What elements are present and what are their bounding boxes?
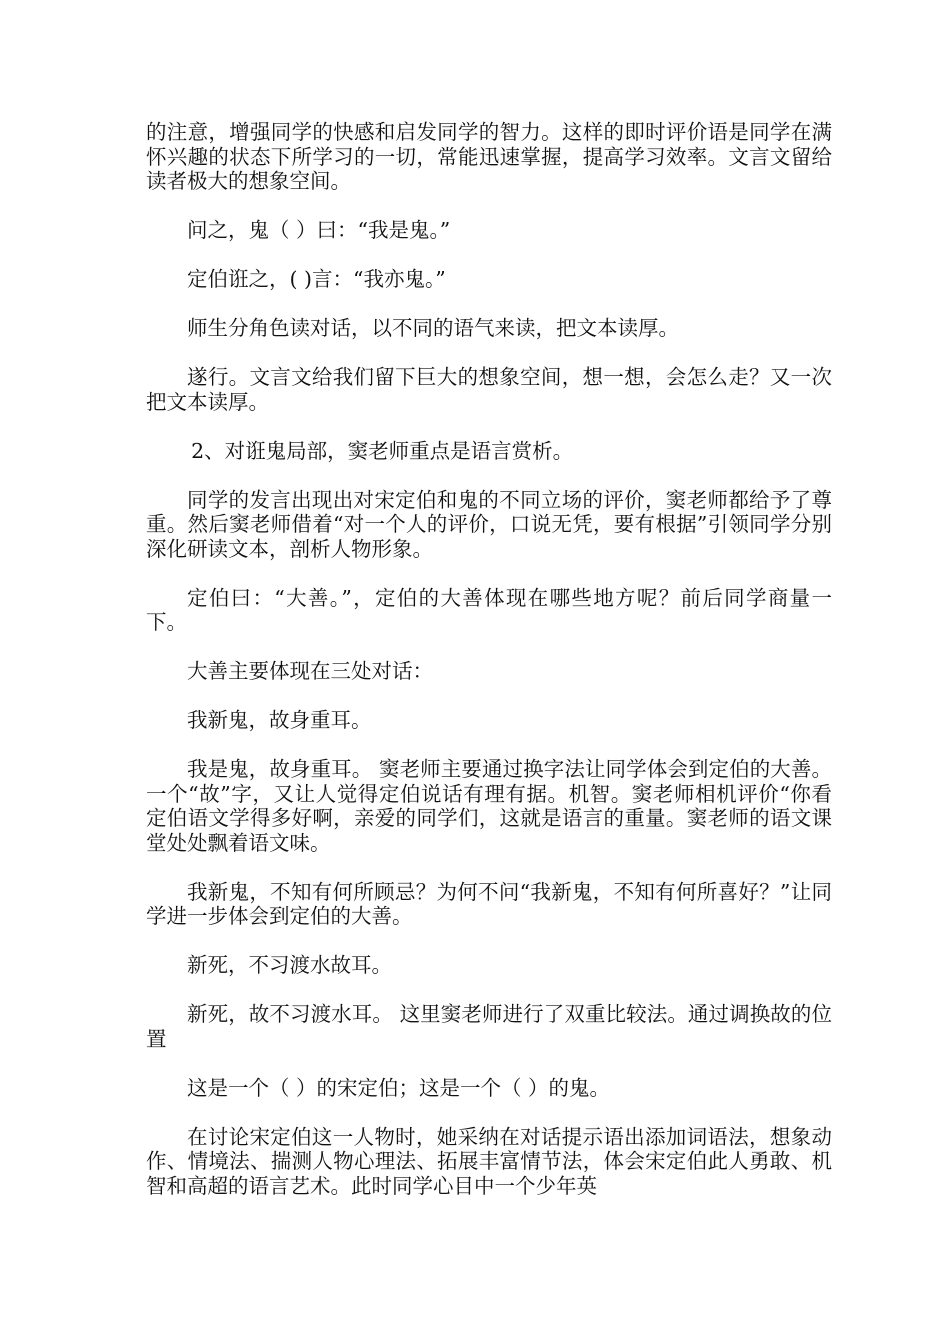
paragraph-14: 新死，故不习渡水耳。 这里窦老师进行了双重比较法。通过调换故的位置 — [146, 1002, 832, 1051]
paragraph-12: 我新鬼，不知有何所顾忌？为何不问“我新鬼，不知有何所喜好？”让同学进一步体会到定伯的大善。 — [146, 879, 832, 928]
paragraph-5: 遂行。文言文给我们留下巨大的想象空间，想一想，会怎么走？又一次把文本读厚。 — [146, 365, 832, 414]
paragraph-7: 同学的发言出现出对宋定伯和鬼的不同立场的评价，窦老师都给予了尊重。然后窦老师借着“对一个人的评价，口说无凭，要有根据”引领同学分别深化研读文本，剖析人物形象。 — [146, 487, 832, 561]
paragraph-11: 我是鬼，故身重耳。 窦老师主要通过换字法让同学体会到定伯的大善。一个“故”字，又让人觉得定伯说话有理有据。机智。窦老师相机评价“你看定伯语文学得多好啊，亲爱的同学们，这就是语言的重量。窦老师的语文课堂处处飘着语文味。 — [146, 757, 832, 855]
document-page — [146, 120, 832, 1223]
paragraph-10: 我新鬼，故身重耳。 — [187, 708, 372, 732]
paragraph-3: 定伯诳之，( )言：“我亦鬼。” — [187, 267, 446, 291]
paragraph-13: 新死，不习渡水故耳。 — [187, 953, 392, 977]
paragraph-16: 在讨论宋定伯这一人物时，她采纳在对话提示语出添加词语法，想象动作、情境法、揣测人物心理法、拓展丰富情节法，体会宋定伯此人勇敢、机智和高超的语言艺术。此时同学心目中一个少年英 — [146, 1124, 832, 1198]
paragraph-1: 的注意，增强同学的快感和启发同学的智力。这样的即时评价语是同学在满怀兴趣的状态下所学习的一切，常能迅速掌握，提高学习效率。文言文留给读者极大的想象空间。 — [146, 120, 832, 193]
paragraph-8: 定伯曰：“大善。”，定伯的大善体现在哪些地方呢？前后同学商量一下。 — [146, 585, 832, 634]
paragraph-4: 师生分角色读对话，以不同的语气来读，把文本读厚。 — [187, 316, 679, 340]
paragraph-9: 大善主要体现在三处对话： — [187, 659, 433, 683]
paragraph-2: 问之，鬼（ ）曰：“我是鬼。” — [187, 218, 451, 242]
paragraph-15: 这是一个（ ）的宋定伯；这是一个（ ）的鬼。 — [187, 1075, 611, 1100]
section-heading-2: 2、对诳鬼局部，窦老师重点是语言赏析。 — [191, 438, 574, 463]
